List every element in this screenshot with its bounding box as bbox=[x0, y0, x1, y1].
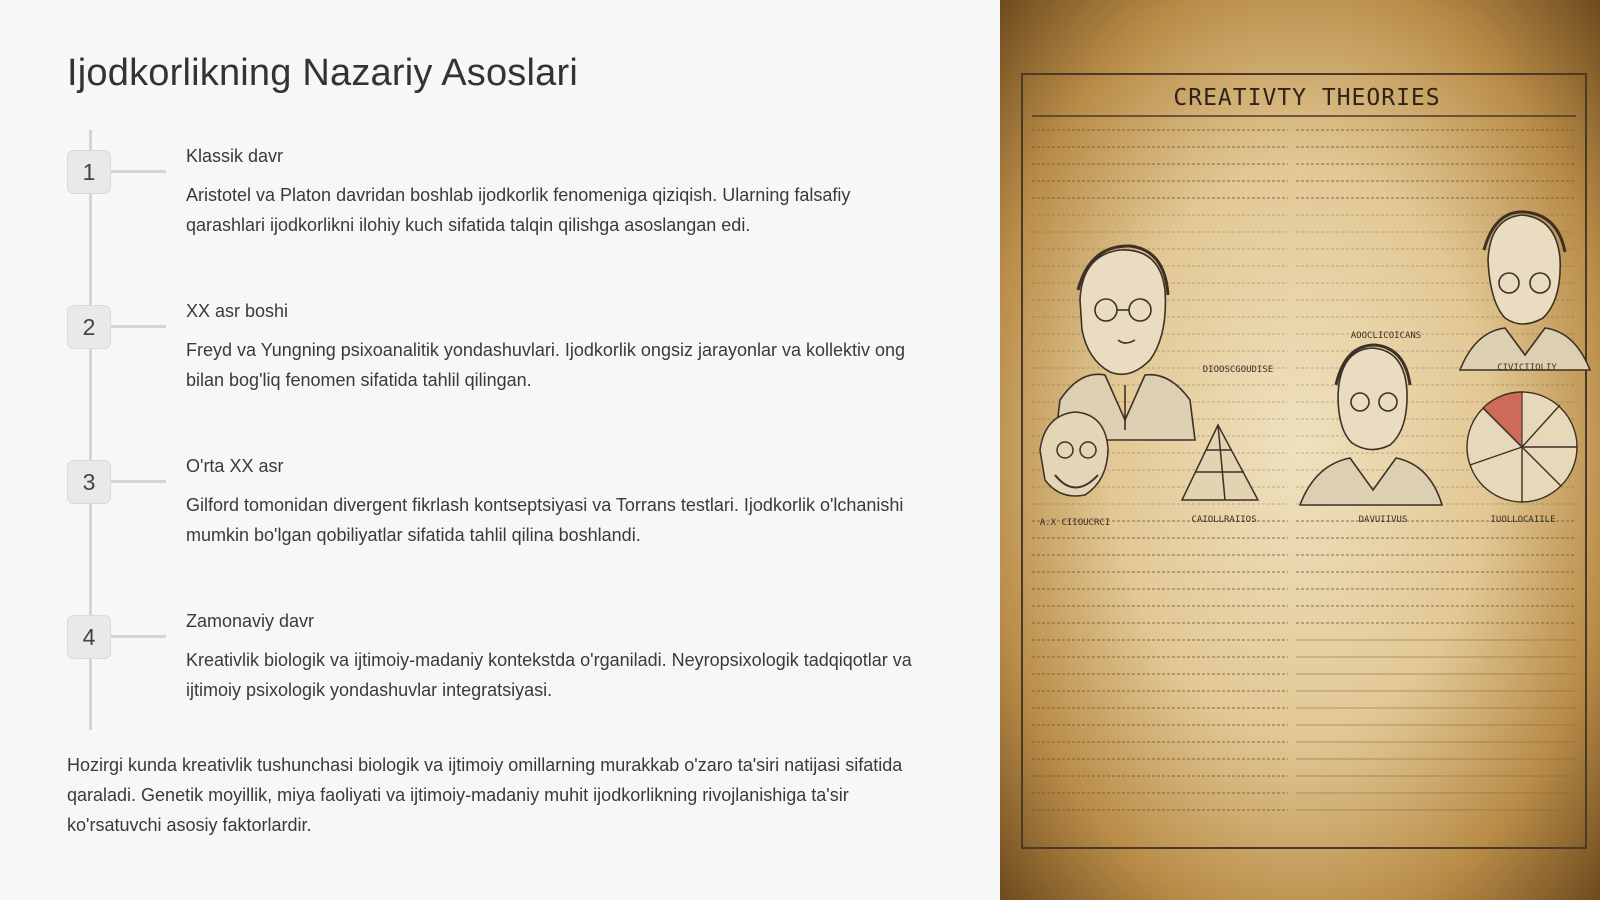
sketch-label: DIOOSCGOUDISE bbox=[1202, 365, 1274, 375]
step-number-badge: 2 bbox=[67, 305, 111, 349]
step-connector bbox=[111, 480, 166, 483]
sketch-label: AOOCLICOICANS bbox=[1350, 331, 1422, 341]
portrait-sketch-1 bbox=[1055, 246, 1195, 440]
step-description: Gilford tomonidan divergent fikrlash kontseptsiyasi va Torrans testlari. Ijodkorlik o'lchanishi mumkin bo'lgan qobiliyatlar sifatida tahlil qilina boshlandi. bbox=[186, 495, 904, 545]
step-connector bbox=[111, 635, 166, 638]
step-description: Freyd va Yungning psixoanalitik yondashuvlari. Ijodkorlik ongsiz jarayonlar va kollektiv ong bilan bog'liq fenomen sifatida tahlil qilingan. bbox=[186, 340, 906, 390]
creativity-theories-illustration bbox=[1000, 0, 1600, 900]
portrait-sketch-4 bbox=[1460, 212, 1590, 370]
timeline-step-2 bbox=[0, 301, 1000, 425]
ruled-lines bbox=[1296, 640, 1576, 810]
timeline-step-1 bbox=[0, 146, 1000, 270]
step-description: Aristotel va Platon davridan boshlab ijodkorlik fenomeniga qiziqish. Ularning falsafiy qarashlari ijodkorlikni ilohiy kuch sifatida talqin qilishga asoslangan edi. bbox=[186, 185, 851, 235]
timeline-step-3 bbox=[0, 456, 1000, 580]
sketch-label: A.X CIIOUCRCI bbox=[1039, 518, 1111, 528]
portrait-sketch-3 bbox=[1300, 345, 1442, 505]
sketch-label: CAIOLLRAIIOS bbox=[1191, 515, 1257, 525]
sketch-label: DAVUIIVUS bbox=[1358, 515, 1408, 525]
step-connector bbox=[111, 170, 166, 173]
sketch-label: IUOLLOCAIILE bbox=[1490, 515, 1556, 525]
timeline-step-4 bbox=[0, 611, 1000, 735]
pie-diagram-sketch bbox=[1467, 392, 1577, 502]
step-number-badge: 1 bbox=[67, 150, 111, 194]
step-heading: XX asr boshi bbox=[186, 301, 289, 321]
portrait-sketch-2 bbox=[1040, 412, 1108, 496]
step-heading: Klassik davr bbox=[186, 146, 284, 166]
summary-paragraph: Hozirgi kunda kreativlik tushunchasi biologik va ijtimoiy omillarning murakkab o'zaro ta'siri natijasi sifatida qaraladi. Genetik moyillik, miya faoliyati va ijtimoiy-madaniy muhit ijodkorlikning rivojlanishiga ta'sir ko'rsatuvchi asosiy faktorlardir. bbox=[67, 755, 903, 835]
sketch-label: CIVICIIOLIY bbox=[1497, 363, 1557, 373]
step-number-badge: 3 bbox=[67, 460, 111, 504]
slide-title: Ijodkorlikning Nazariy Asoslari bbox=[67, 52, 578, 94]
step-description: Kreativlik biologik va ijtimoiy-madaniy kontekstda o'rganiladi. Neyropsixologik tadqiqotlar va ijtimoiy psixologik yondashuvlar integratsiyasi. bbox=[186, 650, 912, 700]
step-heading: O'rta XX asr bbox=[186, 456, 284, 476]
illustration-heading: CREATIVTY THEORIES bbox=[1173, 85, 1441, 111]
step-connector bbox=[111, 325, 166, 328]
step-heading: Zamonaviy davr bbox=[186, 611, 315, 631]
illustration-panel bbox=[1000, 0, 1600, 900]
step-number-badge: 4 bbox=[67, 615, 111, 659]
